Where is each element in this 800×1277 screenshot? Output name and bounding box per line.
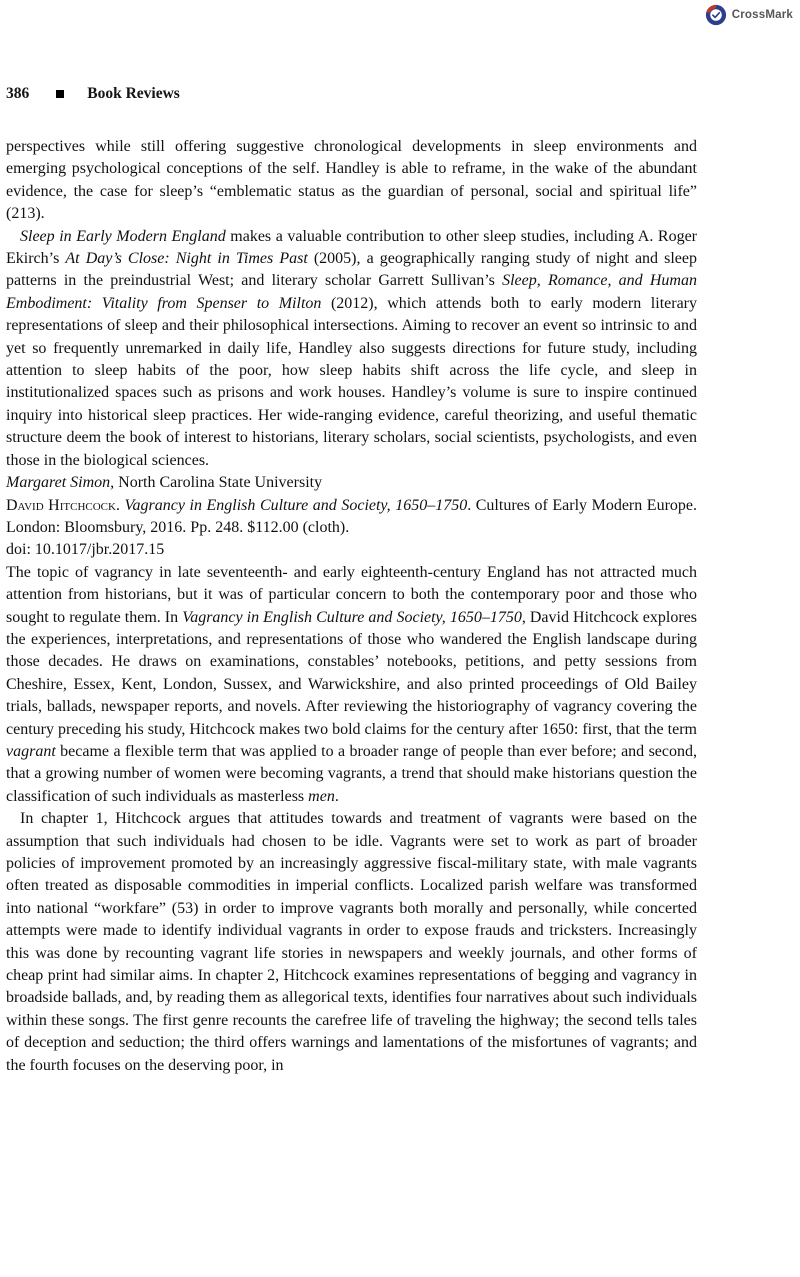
text-segment: Sleep in Early Modern England bbox=[20, 227, 226, 245]
section-title: Book Reviews bbox=[87, 85, 180, 102]
running-head bbox=[6, 85, 180, 103]
review-paragraph bbox=[6, 808, 697, 1077]
page-number: 386 bbox=[6, 85, 30, 102]
text-segment: perspectives while still offering suggestive chronological developments in sleep environments and emerging psychological conceptions of the self. Handley is able to reframe, in the wake of the abundant evidence, the case for sleep’s “emblematic status as the guardian of personal, social and spiritual life” (213). bbox=[6, 138, 697, 223]
text-segment: In chapter 1, Hitchcock argues that attitudes towards and treatment of vagrants were based on the assumption that such individuals had chosen to be idle. Vagrants were set to work as part of broader policies of improvement promoted by an increasingly aggressive fiscal-military state, with male vagrants often treated as disposable commodities in imperial conflicts. Localized parish welfare was transformed into national “workfare” (53) in order to improve vagrants both morally and personally, while concerted attempts were made to identify individual vagrants in order to expose frauds and tricksters. Increasingly this was done by recounting vagrant life stories in newspapers and weekly journals, and other forms of cheap print had similar aims. In chapter 2, Hitchcock examines representations of begging and vagrancy in broadside ballads, and, by reading them as allegorical texts, identifies four narratives about such individuals within these songs. The first genre recounts the carefree life of traveling the highway; the second tells tales of deception and seduction; the third offers warnings and lamentations of the misfortunes of vagrants; and the fourth focuses on the deserving poor, in bbox=[6, 810, 697, 1074]
text-segment: Sleep, Romance, and Human Embodiment: Vitality from Spenser to Milton bbox=[6, 272, 697, 312]
review-paragraph-continued bbox=[6, 136, 697, 226]
text-segment: Margaret Simon, bbox=[6, 474, 115, 492]
text-segment: The topic of vagrancy in late seventeenth- and early eighteenth-century England has not attracted much attention from historians, but it was of particular concern to both the contemporary poor and those who sought to regulate them. In bbox=[6, 563, 697, 626]
text-segment: . bbox=[115, 496, 125, 514]
text-segment: . bbox=[334, 787, 339, 805]
text-segment: Vagrancy in English Culture and Society, 1650–1750 bbox=[124, 496, 468, 514]
doi-line: doi: 10.1017/jbr.2017.15 bbox=[6, 541, 165, 559]
text-segment: At Day’s Close: Night in Times Past bbox=[65, 250, 308, 268]
book-citation bbox=[6, 495, 697, 540]
page-body bbox=[6, 136, 697, 1077]
text-segment: vagrant bbox=[6, 742, 56, 760]
text-segment: , David Hitchcock explores the experiences, interpretations, and representations of those who wandered the English landscape during those decades. He draws on examinations, constables’ notebooks, petitions, and petty sessions from Cheshire, Essex, Kent, London, Sussex, and Warwickshire, and also printed proceedings of Old Bailey trials, ballads, newspaper reports, and novels. After reviewing the historiography of vagrancy covering the century preceding his study, Hitchcock makes two bold claims for the century after 1650: first, that the term bbox=[6, 608, 698, 738]
review-paragraph bbox=[6, 562, 697, 808]
text-segment: (2005), a geographically ranging study of night and sleep patterns in the preindustrial West; and literary scholar Garrett Sullivan’s bbox=[6, 250, 698, 290]
text-segment: . Cultures of Early Modern Europe. London: Bloomsbury, 2016. Pp. 248. $112.00 (cloth). bbox=[6, 496, 698, 536]
text-segment: makes a valuable contribution to other sleep studies, including A. Roger Ekirch’s bbox=[6, 227, 698, 268]
section-marker-icon bbox=[56, 90, 64, 98]
crossmark-label: CrossMark bbox=[731, 9, 793, 21]
text-segment: became a flexible term that was applied to a broader range of people than ever before; and second, that a growing number of women were becoming vagrants, a trend that should make historians question the classification of such individuals as masterless bbox=[6, 742, 697, 805]
text-segment: North Carolina State University bbox=[114, 474, 323, 492]
text-segment: men bbox=[308, 787, 335, 805]
crossmark-icon bbox=[705, 4, 727, 26]
text-segment: Vagrancy in English Culture and Society, 1650–1750 bbox=[182, 608, 522, 626]
crossmark-badge[interactable] bbox=[705, 4, 793, 26]
reviewer-signature bbox=[6, 472, 697, 494]
text-segment: (2012), which attends both to early modern literary representations of sleep and their philosophical intersections. Aiming to recover an event so intrinsic to and yet so frequently unremarked in daily life, Handley also suggests directions for future study, including attention to sleep habits of the poor, how sleep habits shift across the life cycle, and sleep in institutionalized spaces such as prisons and work houses. Handley’s volume is sure to inspire continued inquiry into historical sleep practices. Her wide-ranging evidence, careful theorizing, and useful thematic structure deem the book of interest to historians, literary scholars, social scientists, psychologists, and even those in the biological sciences. bbox=[6, 294, 698, 469]
review-paragraph bbox=[6, 226, 697, 472]
text-segment: David Hitchcock bbox=[6, 496, 116, 514]
